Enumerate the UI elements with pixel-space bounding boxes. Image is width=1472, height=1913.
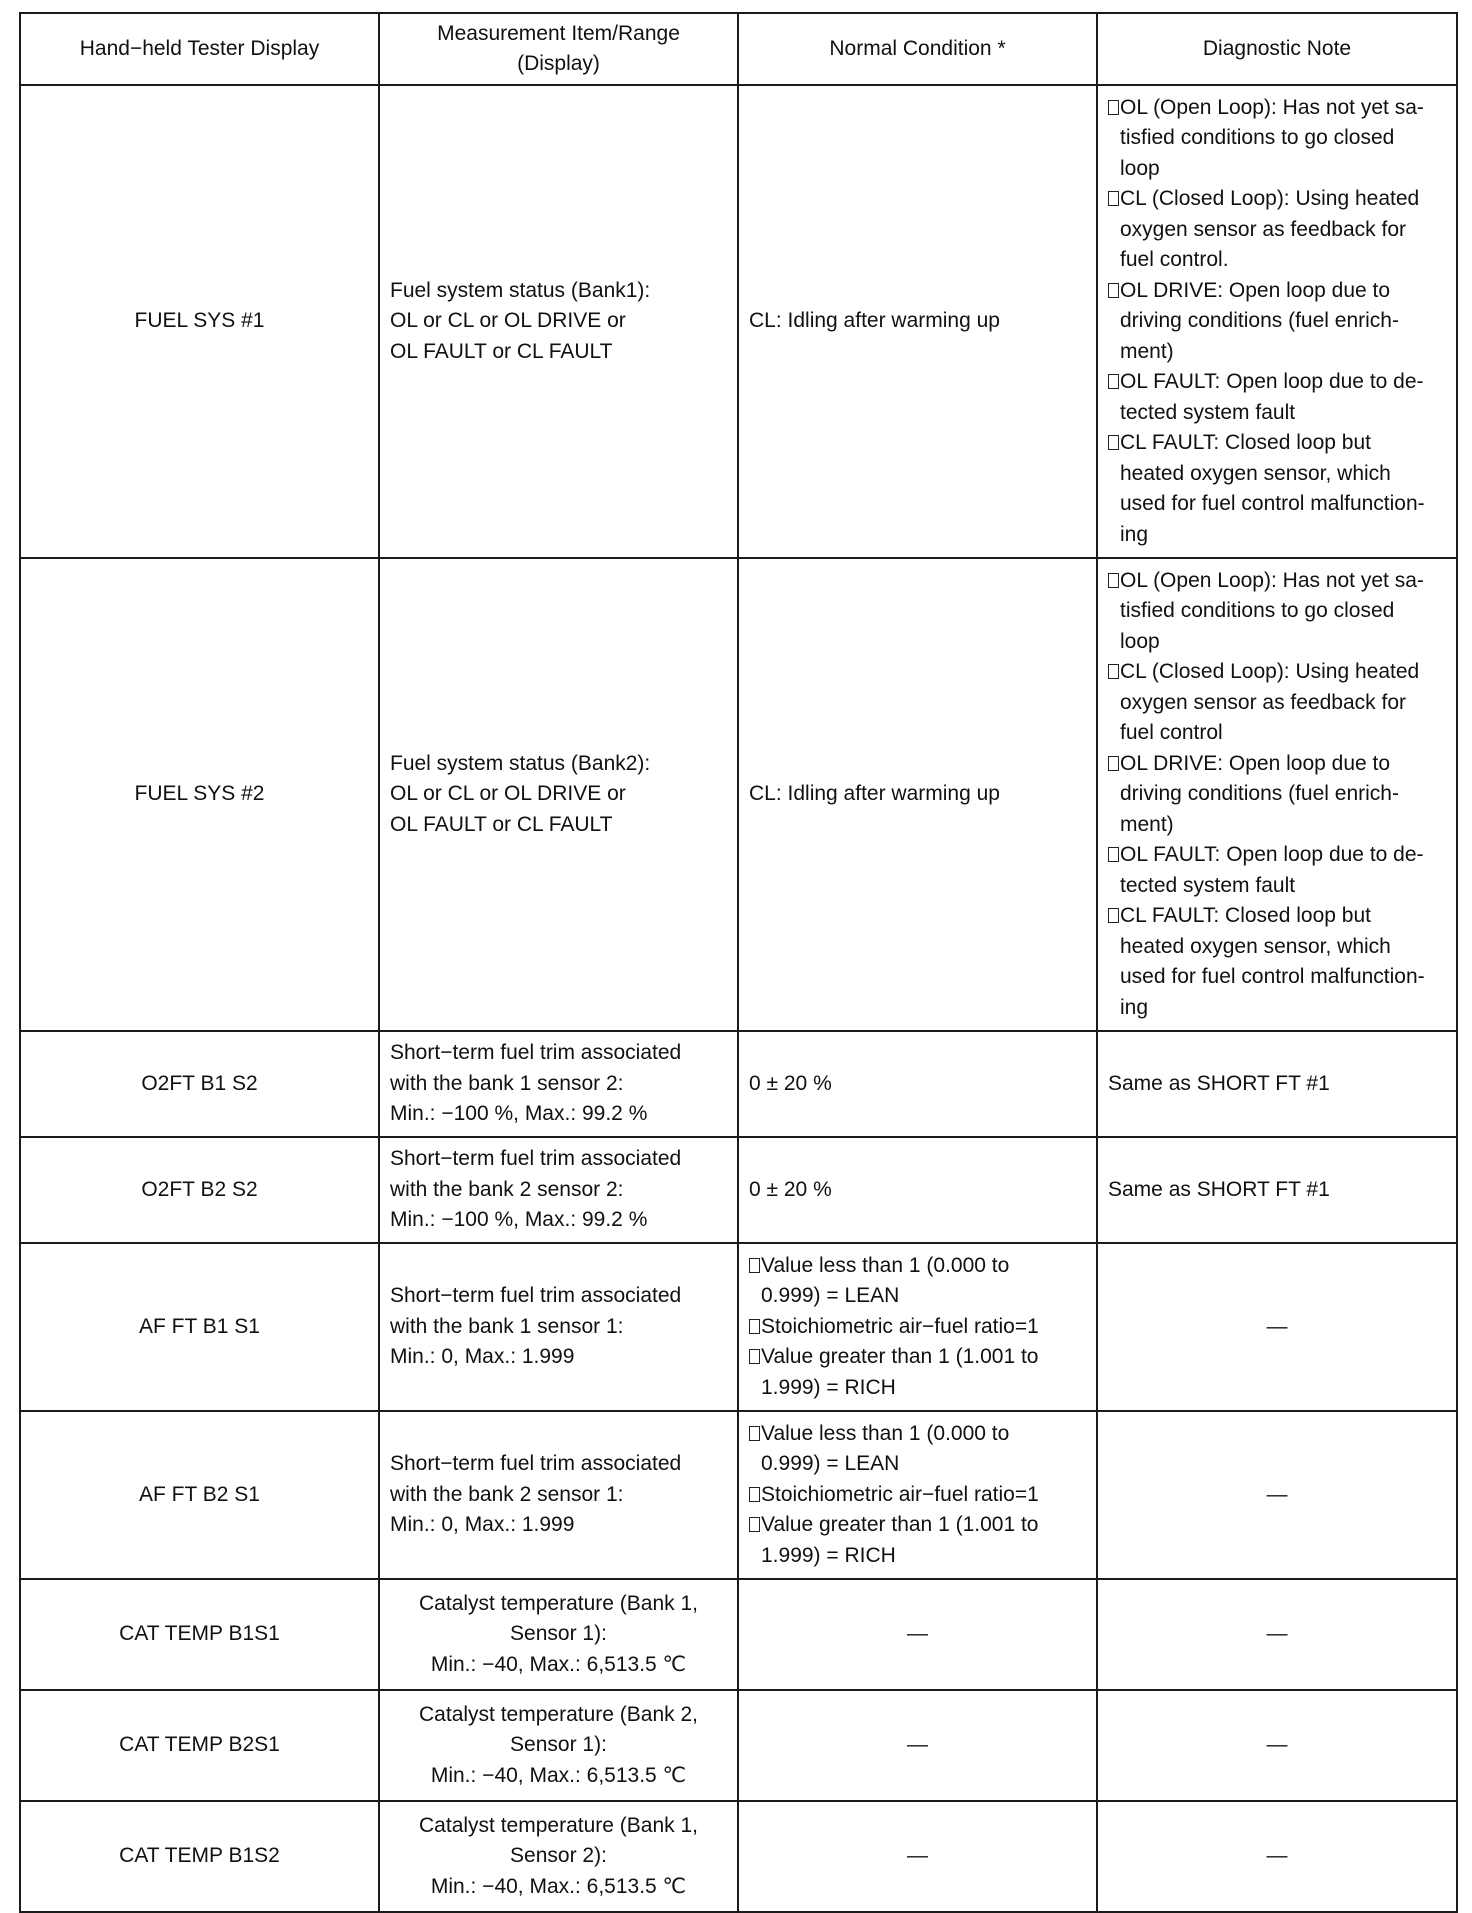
note-bullet-continuation [1108, 154, 1446, 185]
cell-tester-display: CAT TEMP B1S1 [20, 1579, 379, 1690]
checkbox-bullet-icon [1108, 283, 1119, 298]
note-bullet-continuation [1108, 398, 1446, 429]
cell-normal-condition [738, 1801, 1097, 1912]
note-bullet-text: CL FAULT: Closed loop but [1120, 904, 1371, 928]
note-bullet-line [1108, 901, 1446, 932]
measurement-line: Min.: −100 %, Max.: 99.2 % [390, 1102, 648, 1126]
checkbox-bullet-icon [1108, 573, 1119, 588]
note-bullet-text: OL FAULT: Open loop due to de- [1120, 370, 1424, 394]
table-row [20, 1690, 1457, 1801]
normal-bullet-text: 1.999) = RICH [761, 1375, 896, 1399]
note-bullet-line [1108, 566, 1446, 597]
measurement-line: Fuel system status (Bank2): [390, 751, 651, 775]
note-bullet-text: tisfied conditions to go closed [1120, 126, 1395, 150]
checkbox-bullet-icon [749, 1487, 760, 1502]
cell-measurement-item [379, 85, 738, 558]
table-row [20, 1137, 1457, 1243]
measurement-line: Short−term fuel trim associated [390, 1041, 682, 1065]
note-bullet-line [1108, 367, 1446, 398]
note-bullet-text: OL DRIVE: Open loop due to [1120, 278, 1391, 302]
note-bullet-line [1108, 276, 1446, 307]
cell-normal-condition [738, 1690, 1097, 1801]
cell-measurement-item [379, 1801, 738, 1912]
table-row [20, 85, 1457, 558]
cell-tester-display: FUEL SYS #1 [20, 85, 379, 558]
cell-diagnostic-note [1097, 85, 1457, 558]
note-bullet-continuation [1108, 932, 1446, 963]
note-bullet-text: ment) [1120, 812, 1174, 836]
note-bullet-text: tisfied conditions to go closed [1120, 599, 1395, 623]
cell-diagnostic-note [1097, 1031, 1457, 1137]
checkbox-bullet-icon [1108, 847, 1119, 862]
note-bullet-text: OL (Open Loop): Has not yet sa- [1120, 95, 1424, 119]
normal-bullet-text: 1.999) = RICH [761, 1543, 896, 1567]
normal-bullet-text: Value greater than 1 (1.001 to [761, 1345, 1039, 1369]
normal-condition-line: — [907, 1844, 928, 1868]
table-header-row [20, 13, 1457, 85]
cell-tester-display: AF FT B2 S1 [20, 1411, 379, 1579]
note-bullet-text: used for fuel control malfunction- [1120, 965, 1425, 989]
normal-bullet-text: Value greater than 1 (1.001 to [761, 1513, 1039, 1537]
normal-condition-line: — [907, 1733, 928, 1757]
diagnostic-note-text: Same as SHORT FT #1 [1108, 1177, 1330, 1201]
normal-bullet-continuation [749, 1449, 1086, 1480]
checkbox-bullet-icon [749, 1319, 760, 1334]
note-bullet-continuation [1108, 688, 1446, 719]
normal-bullet-text: 0.999) = LEAN [761, 1284, 900, 1308]
measurement-line: Min.: 0, Max.: 1.999 [390, 1513, 575, 1537]
note-bullet-text: used for fuel control malfunction- [1120, 492, 1425, 516]
table-row [20, 1031, 1457, 1137]
note-bullet-text: CL (Closed Loop): Using heated [1120, 660, 1420, 684]
note-bullet-text: heated oxygen sensor, which [1120, 934, 1391, 958]
normal-bullet-line [749, 1342, 1086, 1373]
measurement-line: Fuel system status (Bank1): [390, 278, 651, 302]
note-bullet-line [1108, 184, 1446, 215]
note-bullet-text: tected system fault [1120, 873, 1296, 897]
cell-diagnostic-note [1097, 1411, 1457, 1579]
checkbox-bullet-icon [749, 1517, 760, 1532]
note-bullet-continuation [1108, 245, 1446, 276]
measurement-line: Min.: −40, Max.: 6,513.5 ℃ [430, 1874, 687, 1898]
header-tester-display: Hand−held Tester Display [20, 13, 379, 85]
note-bullet-continuation [1108, 520, 1446, 551]
note-bullet-continuation [1108, 962, 1446, 993]
measurement-line: OL FAULT or CL FAULT [390, 812, 613, 836]
note-bullet-line [1108, 840, 1446, 871]
note-bullet-line [1108, 93, 1446, 124]
normal-bullet-continuation [749, 1281, 1086, 1312]
note-bullet-text: tected system fault [1120, 400, 1296, 424]
note-bullet-continuation [1108, 306, 1446, 337]
note-bullet-continuation [1108, 779, 1446, 810]
normal-bullet-line [749, 1251, 1086, 1282]
note-bullet-text: oxygen sensor as feedback for [1120, 217, 1407, 241]
diagnostic-data-table-wrapper [19, 12, 1456, 1913]
cell-tester-display: O2FT B1 S2 [20, 1031, 379, 1137]
diagnostic-note-text: — [1266, 1314, 1288, 1338]
note-bullet-text: oxygen sensor as feedback for [1120, 690, 1407, 714]
checkbox-bullet-icon [1108, 374, 1119, 389]
header-measurement-item: Measurement Item/Range (Display) [379, 13, 738, 85]
note-bullet-continuation [1108, 337, 1446, 368]
cell-normal-condition [738, 85, 1097, 558]
checkbox-bullet-icon [1108, 100, 1119, 115]
checkbox-bullet-icon [749, 1426, 760, 1441]
measurement-line: with the bank 1 sensor 2: [390, 1071, 624, 1095]
cell-diagnostic-note [1097, 1801, 1457, 1912]
normal-bullet-continuation [749, 1373, 1086, 1404]
cell-tester-display: O2FT B2 S2 [20, 1137, 379, 1243]
measurement-line: Short−term fuel trim associated [390, 1147, 682, 1171]
cell-measurement-item [379, 1243, 738, 1411]
note-bullet-text: OL DRIVE: Open loop due to [1120, 751, 1391, 775]
cell-measurement-item [379, 558, 738, 1031]
cell-tester-display: FUEL SYS #2 [20, 558, 379, 1031]
table-row [20, 1411, 1457, 1579]
cell-measurement-item [379, 1690, 738, 1801]
normal-condition-line: — [907, 1622, 928, 1646]
table-row [20, 558, 1457, 1031]
normal-bullet-line [749, 1312, 1086, 1343]
table-row [20, 1801, 1457, 1912]
measurement-line: Catalyst temperature (Bank 2, [419, 1702, 698, 1726]
note-bullet-text: ing [1120, 995, 1149, 1019]
note-bullet-text: CL (Closed Loop): Using heated [1120, 187, 1420, 211]
note-bullet-text: loop [1120, 629, 1160, 653]
note-bullet-continuation [1108, 810, 1446, 841]
cell-measurement-item [379, 1579, 738, 1690]
measurement-line: with the bank 1 sensor 1: [390, 1314, 624, 1338]
note-bullet-continuation [1108, 489, 1446, 520]
measurement-line: Min.: −40, Max.: 6,513.5 ℃ [430, 1652, 687, 1676]
measurement-line: OL or CL or OL DRIVE or [390, 309, 626, 333]
cell-tester-display: CAT TEMP B2S1 [20, 1690, 379, 1801]
measurement-line: Sensor 2): [510, 1844, 607, 1868]
diagnostic-data-table [19, 12, 1458, 1913]
note-bullet-text: ing [1120, 522, 1149, 546]
checkbox-bullet-icon [1108, 664, 1119, 679]
note-bullet-text: fuel control [1120, 721, 1223, 745]
normal-bullet-text: 0.999) = LEAN [761, 1452, 900, 1476]
normal-bullet-line [749, 1480, 1086, 1511]
header-normal-condition: Normal Condition * [738, 13, 1097, 85]
cell-diagnostic-note [1097, 1137, 1457, 1243]
cell-tester-display: CAT TEMP B1S2 [20, 1801, 379, 1912]
measurement-line: Min.: −40, Max.: 6,513.5 ℃ [430, 1763, 687, 1787]
note-bullet-text: CL FAULT: Closed loop but [1120, 431, 1371, 455]
cell-normal-condition [738, 1411, 1097, 1579]
note-bullet-continuation [1108, 215, 1446, 246]
measurement-line: Short−term fuel trim associated [390, 1284, 682, 1308]
note-bullet-continuation [1108, 596, 1446, 627]
measurement-line: OL FAULT or CL FAULT [390, 339, 613, 363]
checkbox-bullet-icon [1108, 908, 1119, 923]
note-bullet-continuation [1108, 718, 1446, 749]
normal-bullet-text: Value less than 1 (0.000 to [761, 1253, 1010, 1277]
diagnostic-note-text: — [1266, 1844, 1288, 1868]
note-bullet-continuation [1108, 627, 1446, 658]
note-bullet-continuation [1108, 993, 1446, 1024]
normal-bullet-line [749, 1510, 1086, 1541]
cell-measurement-item [379, 1031, 738, 1137]
normal-condition-line: CL: Idling after warming up [749, 782, 1000, 806]
cell-measurement-item [379, 1137, 738, 1243]
checkbox-bullet-icon [749, 1258, 760, 1273]
table-row [20, 1579, 1457, 1690]
measurement-line: Min.: 0, Max.: 1.999 [390, 1345, 575, 1369]
measurement-line: OL or CL or OL DRIVE or [390, 782, 626, 806]
note-bullet-line [1108, 749, 1446, 780]
normal-condition-line: 0 ± 20 % [749, 1071, 832, 1095]
note-bullet-line [1108, 428, 1446, 459]
normal-bullet-line [749, 1419, 1086, 1450]
cell-diagnostic-note [1097, 1690, 1457, 1801]
cell-normal-condition [738, 1137, 1097, 1243]
normal-condition-line: CL: Idling after warming up [749, 309, 1000, 333]
diagnostic-note-text: — [1266, 1622, 1288, 1646]
normal-bullet-continuation [749, 1541, 1086, 1572]
note-bullet-continuation [1108, 459, 1446, 490]
measurement-line: Min.: −100 %, Max.: 99.2 % [390, 1208, 648, 1232]
diagnostic-note-text: Same as SHORT FT #1 [1108, 1071, 1330, 1095]
note-bullet-text: driving conditions (fuel enrich- [1120, 309, 1399, 333]
cell-normal-condition [738, 1243, 1097, 1411]
measurement-line: Sensor 1): [510, 1622, 607, 1646]
cell-diagnostic-note [1097, 558, 1457, 1031]
note-bullet-text: fuel control. [1120, 248, 1229, 272]
checkbox-bullet-icon [1108, 435, 1119, 450]
measurement-line: Catalyst temperature (Bank 1, [419, 1591, 698, 1615]
note-bullet-line [1108, 657, 1446, 688]
measurement-line: with the bank 2 sensor 2: [390, 1177, 624, 1201]
note-bullet-text: loop [1120, 156, 1160, 180]
cell-diagnostic-note [1097, 1579, 1457, 1690]
checkbox-bullet-icon [1108, 756, 1119, 771]
diagnostic-note-text: — [1266, 1733, 1288, 1757]
note-bullet-text: ment) [1120, 339, 1174, 363]
note-bullet-continuation [1108, 871, 1446, 902]
cell-measurement-item [379, 1411, 738, 1579]
cell-normal-condition [738, 1579, 1097, 1690]
note-bullet-text: driving conditions (fuel enrich- [1120, 782, 1399, 806]
table-body [20, 85, 1457, 1912]
cell-normal-condition [738, 558, 1097, 1031]
header-diagnostic-note: Diagnostic Note [1097, 13, 1457, 85]
measurement-line: Catalyst temperature (Bank 1, [419, 1813, 698, 1837]
cell-diagnostic-note [1097, 1243, 1457, 1411]
cell-normal-condition [738, 1031, 1097, 1137]
diagnostic-note-text: — [1266, 1482, 1288, 1506]
normal-bullet-text: Stoichiometric air−fuel ratio=1 [761, 1314, 1039, 1338]
table-row [20, 1243, 1457, 1411]
checkbox-bullet-icon [749, 1349, 760, 1364]
normal-bullet-text: Value less than 1 (0.000 to [761, 1421, 1010, 1445]
normal-condition-line: 0 ± 20 % [749, 1177, 832, 1201]
measurement-line: with the bank 2 sensor 1: [390, 1482, 624, 1506]
normal-bullet-text: Stoichiometric air−fuel ratio=1 [761, 1482, 1039, 1506]
note-bullet-text: OL (Open Loop): Has not yet sa- [1120, 568, 1424, 592]
measurement-line: Sensor 1): [510, 1733, 607, 1757]
note-bullet-continuation [1108, 123, 1446, 154]
cell-tester-display: AF FT B1 S1 [20, 1243, 379, 1411]
measurement-line: Short−term fuel trim associated [390, 1452, 682, 1476]
checkbox-bullet-icon [1108, 191, 1119, 206]
note-bullet-text: heated oxygen sensor, which [1120, 461, 1391, 485]
note-bullet-text: OL FAULT: Open loop due to de- [1120, 843, 1424, 867]
